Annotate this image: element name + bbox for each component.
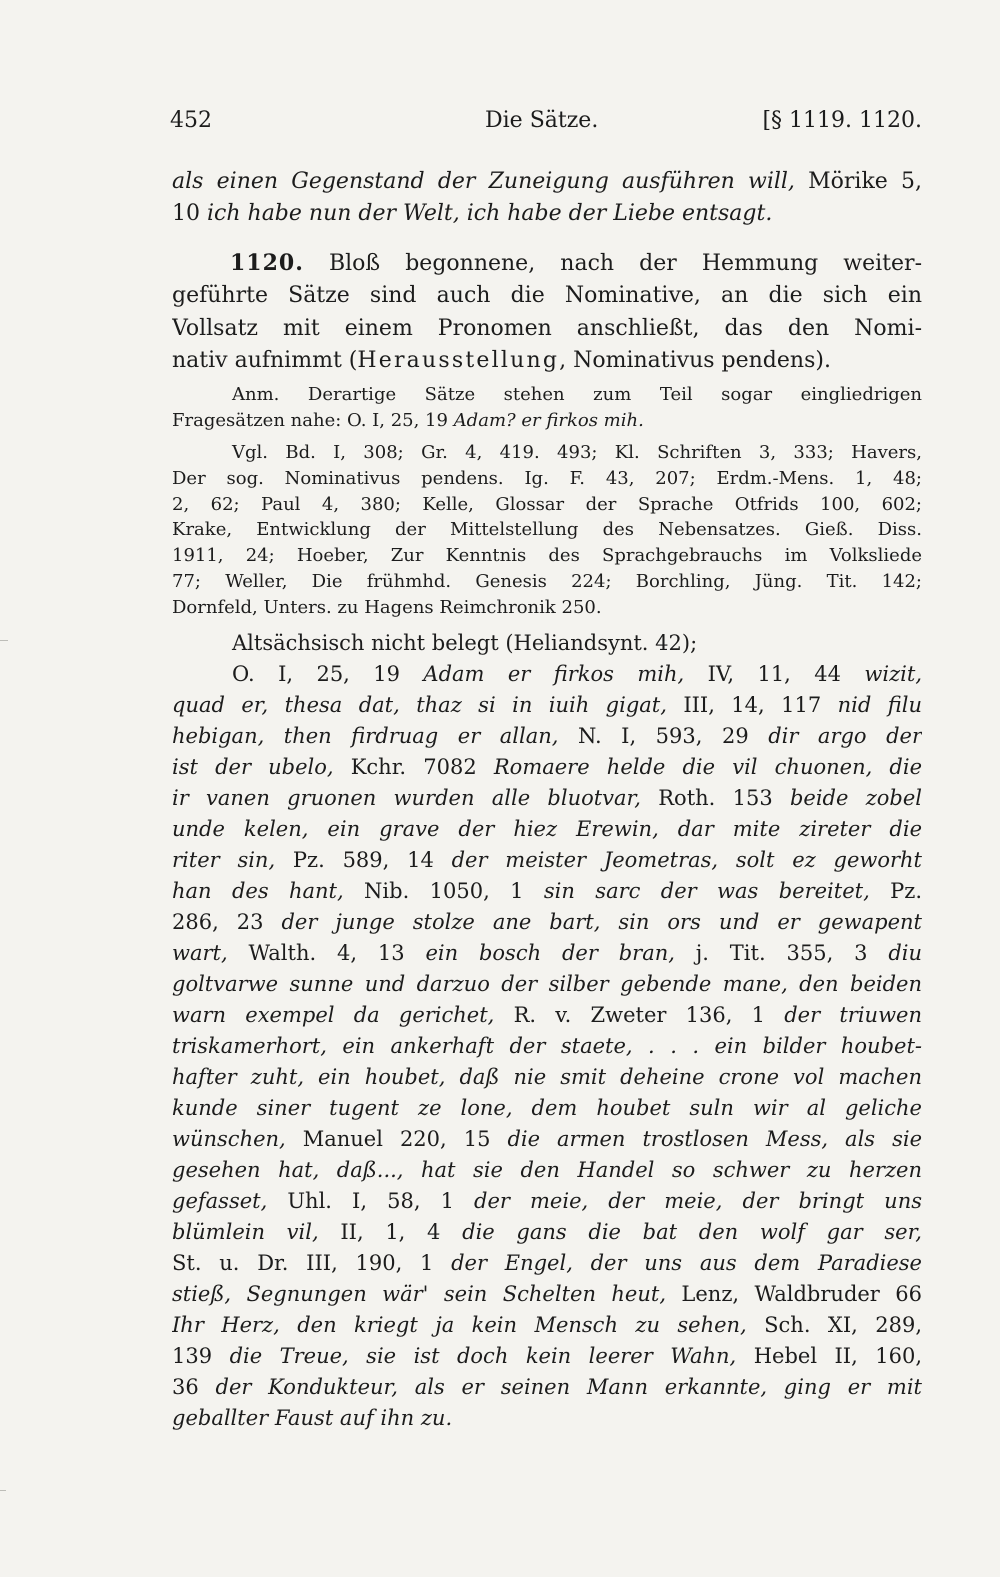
citation-text: II, 1, 4 bbox=[318, 1220, 463, 1244]
quoted-example-text: Ihr Herz, den kriegt ja kein Mensch zu sehen, bbox=[172, 1313, 747, 1337]
text-line: Dornfeld, Unters. zu Hagens Reimchronik 250. bbox=[172, 596, 602, 618]
text-line: 2, 62; Paul 4, 380; Kelle, Glossar der Sprache Otfrids 100, 602; bbox=[172, 493, 922, 515]
text-line bbox=[172, 690, 922, 721]
text-line bbox=[172, 721, 922, 752]
quoted-example-text: riter sin, bbox=[172, 848, 276, 872]
quoted-example-text: die gans die bat den wolf gar ser, bbox=[462, 1220, 922, 1244]
text-line: Vollsatz mit einem Pronomen anschließt, das den Nomi- bbox=[172, 315, 922, 341]
quoted-example-text: unde kelen, ein grave der hiez Erewin, dar mite zireter die bbox=[172, 817, 922, 841]
quoted-example-text: der meie, der meie, der bringt uns bbox=[474, 1189, 922, 1213]
quoted-example-text: ist der ubelo, bbox=[172, 755, 334, 779]
text-line bbox=[172, 845, 922, 876]
section-number: 1120. bbox=[230, 250, 304, 276]
bibliography-references bbox=[172, 440, 922, 621]
quoted-example-text: kunde siner tugent ze lone, dem houbet suln wir al geliche bbox=[172, 1096, 922, 1120]
examples-paragraph bbox=[172, 628, 922, 1434]
text-line bbox=[172, 1217, 922, 1248]
citation-text: 36 bbox=[172, 1375, 216, 1399]
text-line: 10 ich habe nun der Welt, ich habe der Liebe entsagt. bbox=[172, 201, 773, 227]
quoted-example-text: der Kondukteur, als er seinen Mann erkannte, ging er mit bbox=[215, 1375, 922, 1399]
text-line: Krake, Entwicklung der Mittelstellung des Nebensatzes. Gieß. Diss. bbox=[172, 519, 922, 541]
citation-text: Pz. bbox=[869, 879, 922, 903]
citation-text: j. Tit. 355, 3 bbox=[674, 941, 889, 965]
citation-text: 286, 23 bbox=[172, 910, 282, 934]
quoted-example-text: Romaere helde die vil chuonen, die bbox=[493, 755, 922, 779]
running-title: Die Sätze. bbox=[485, 108, 599, 133]
quoted-example-text: sin sarc der was bereitet, bbox=[543, 879, 870, 903]
quoted-example-text: beide zobel bbox=[789, 786, 922, 810]
citation-text: Hebel II, 160, bbox=[736, 1344, 922, 1368]
citation-text: Manuel 220, 15 bbox=[285, 1127, 508, 1151]
citation-text: N. I, 593, 29 bbox=[558, 724, 769, 748]
quoted-example-text: der triuwen bbox=[784, 1003, 922, 1027]
text-line: 1120. Bloß begonnene, nach der Hemmung weiter- bbox=[230, 250, 922, 276]
citation-text: O. I, 25, 19 bbox=[232, 662, 424, 686]
text-line bbox=[172, 1372, 922, 1403]
text-line bbox=[172, 1279, 922, 1310]
citation-text: Lenz, Waldbruder 66 bbox=[666, 1282, 922, 1306]
text-line bbox=[172, 659, 922, 690]
text-line bbox=[172, 1341, 922, 1372]
text-line: nativ aufnimmt (Herausstellung, Nominativus pendens). bbox=[172, 347, 831, 373]
quoted-example-text: han des hant, bbox=[172, 879, 344, 903]
citation-text: 139 bbox=[172, 1344, 230, 1368]
text-line bbox=[172, 938, 922, 969]
text-line: geführte Sätze sind auch die Nominative, an die sich ein bbox=[172, 283, 922, 309]
citation-text: R. v. Zweter 136, 1 bbox=[494, 1003, 785, 1027]
running-header bbox=[170, 108, 922, 142]
quoted-example-text: hafter zuht, ein houbet, daß nie smit deheine crone vol machen bbox=[172, 1065, 922, 1089]
citation-text: St. u. Dr. III, 190, 1 bbox=[172, 1251, 452, 1275]
text-line: Der sog. Nominativus pendens. Ig. F. 43, 207; Erdm.-Mens. 1, 48; bbox=[172, 467, 922, 489]
citation-text: Walth. 4, 13 bbox=[227, 941, 426, 965]
page-number: 452 bbox=[170, 108, 212, 133]
scan-edge-line bbox=[0, 1490, 6, 1491]
quoted-example-text: wart, bbox=[172, 941, 228, 965]
quoted-example-text: ein bosch der bran, bbox=[425, 941, 675, 965]
quoted-example-text: goltvarwe sunne und darzuo der silber gebende mane, den beiden bbox=[172, 972, 922, 996]
text-line bbox=[172, 969, 922, 1000]
quoted-example-text: die armen trostlosen Mess, als sie bbox=[507, 1127, 922, 1151]
citation-text: Nib. 1050, 1 bbox=[343, 879, 544, 903]
text-line bbox=[172, 1248, 922, 1279]
citation-text: III, 14, 117 bbox=[666, 693, 838, 717]
quoted-example-text: blümlein vil, bbox=[172, 1220, 319, 1244]
quoted-example-text: der Engel, der uns aus dem Paradiese bbox=[451, 1251, 922, 1275]
quoted-example-text: Adam er firkos mih, bbox=[423, 662, 685, 686]
quoted-example-text: dir argo der bbox=[768, 724, 922, 748]
carryover-paragraph bbox=[172, 166, 922, 231]
text-line bbox=[172, 752, 922, 783]
text-line bbox=[172, 876, 922, 907]
text-line bbox=[172, 1403, 922, 1434]
spaced-term: Herausstellung bbox=[357, 347, 560, 373]
scan-edge-line bbox=[0, 640, 8, 641]
citation-text: Roth. 153 bbox=[640, 786, 790, 810]
text-line: 77; Weller, Die frühmhd. Genesis 224; Borchling, Jüng. Tit. 142; bbox=[172, 570, 922, 592]
remark-note bbox=[172, 382, 922, 434]
quoted-example-text: gefasset, bbox=[172, 1189, 268, 1213]
text-line bbox=[172, 1124, 922, 1155]
citation-text: Sch. XI, 289, bbox=[746, 1313, 922, 1337]
quoted-example-text: ir vanen gruonen wurden alle bluotvar, bbox=[172, 786, 641, 810]
text-line bbox=[172, 783, 922, 814]
text-line: Altsächsisch nicht belegt (Heliandsynt. 42); bbox=[232, 631, 698, 655]
citation-text: Kchr. 7082 bbox=[333, 755, 494, 779]
quoted-example-text: der meister Jeometras, solt ez geworht bbox=[451, 848, 922, 872]
quoted-example-text: wünschen, bbox=[172, 1127, 286, 1151]
quoted-example-text: der junge stolze ane bart, sin ors und er gewapent bbox=[281, 910, 922, 934]
text-line bbox=[172, 1310, 922, 1341]
text-line bbox=[172, 1093, 922, 1124]
text-line bbox=[172, 1155, 922, 1186]
quoted-example-text: stieß, Segnungen wär' sein Schelten heut, bbox=[172, 1282, 666, 1306]
quoted-example-text: wizit, bbox=[864, 662, 922, 686]
quoted-example-text: hebigan, then firdruag er allan, bbox=[172, 724, 559, 748]
text-line: als einen Gegenstand der Zuneigung ausführen will, Mörike 5, bbox=[172, 169, 922, 194]
text-line bbox=[172, 907, 922, 938]
text-line: Anm. Derartige Sätze stehen zum Teil sogar eingliedrigen bbox=[232, 384, 922, 405]
text-line: Fragesätzen nahe: O. I, 25, 19 Adam? er firkos mih. bbox=[172, 409, 644, 431]
section-1120-paragraph bbox=[172, 247, 922, 377]
quoted-example-text: die Treue, sie ist doch kein leerer Wahn, bbox=[229, 1344, 737, 1368]
citation-text: Uhl. I, 58, 1 bbox=[267, 1189, 475, 1213]
quoted-example-text: warn exempel da gerichet, bbox=[172, 1003, 495, 1027]
citation-text: IV, 11, 44 bbox=[684, 662, 865, 686]
text-line: Vgl. Bd. I, 308; Gr. 4, 419. 493; Kl. Schriften 3, 333; Havers, bbox=[232, 442, 922, 463]
text-line bbox=[172, 1000, 922, 1031]
text-line: 1911, 24; Hoeber, Zur Kenntnis des Sprachgebrauchs im Volksliede bbox=[172, 545, 922, 567]
text-line bbox=[172, 814, 922, 845]
quoted-example-text: gesehen hat, daß..., hat sie den Handel so schwer zu herzen bbox=[172, 1158, 922, 1182]
citation-text: Pz. 589, 14 bbox=[275, 848, 452, 872]
quoted-example-text: nid filu bbox=[837, 693, 922, 717]
quoted-example-text: quad er, thesa dat, thaz si in iuih gigat, bbox=[172, 693, 667, 717]
text-line bbox=[172, 1186, 922, 1217]
text-line bbox=[172, 1062, 922, 1093]
quoted-example-text: triskamerhort, ein ankerhaft der staete, . . . ein bilder houbet- bbox=[172, 1034, 922, 1058]
text-line bbox=[172, 1031, 922, 1062]
quoted-example-text: diu bbox=[888, 941, 922, 965]
quoted-example-text: geballter Faust auf ihn zu. bbox=[172, 1406, 453, 1430]
section-reference: [§ 1119. 1120. bbox=[762, 108, 922, 133]
